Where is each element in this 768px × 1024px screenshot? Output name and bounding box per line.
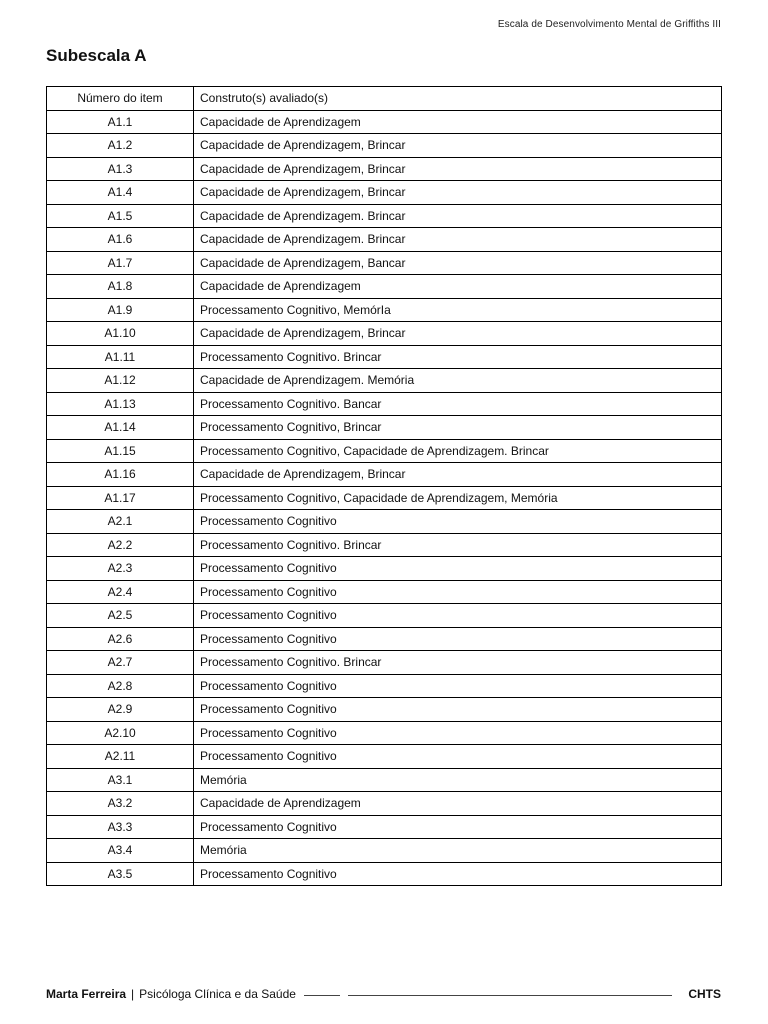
footer-separator: | (131, 987, 135, 1001)
table-row (47, 322, 722, 346)
page-footer (46, 987, 721, 1001)
item-number-cell: A1.1 (47, 110, 194, 134)
item-number-cell: A1.2 (47, 134, 194, 158)
item-number-cell: A2.5 (47, 604, 194, 628)
construct-cell: Capacidade de Aprendizagem. Brincar (194, 228, 722, 252)
table-row (47, 815, 722, 839)
table-row (47, 627, 722, 651)
footer-rule (348, 995, 672, 996)
table-row (47, 533, 722, 557)
table-row (47, 486, 722, 510)
item-number-cell: A2.2 (47, 533, 194, 557)
table-row (47, 439, 722, 463)
running-header: Escala de Desenvolvimento Mental de Griffiths III (497, 19, 721, 30)
table-row (47, 839, 722, 863)
item-number-cell: A2.3 (47, 557, 194, 581)
construct-cell: Processamento Cognitivo (194, 627, 722, 651)
table-row (47, 204, 722, 228)
construct-cell: Processamento Cognitivo. Brincar (194, 533, 722, 557)
construct-cell: Processamento Cognitivo (194, 580, 722, 604)
item-number-cell: A3.4 (47, 839, 194, 863)
table-row (47, 181, 722, 205)
item-number-cell: A2.9 (47, 698, 194, 722)
item-number-cell: A2.7 (47, 651, 194, 675)
construct-cell: Capacidade de Aprendizagem, Brincar (194, 134, 722, 158)
item-number-cell: A1.14 (47, 416, 194, 440)
table-row (47, 580, 722, 604)
table-row (47, 251, 722, 275)
column-header-item-number: Número do item (47, 87, 194, 111)
table-header-row (47, 87, 722, 111)
construct-cell: Processamento Cognitivo (194, 557, 722, 581)
construct-cell: Capacidade de Aprendizagem, Bancar (194, 251, 722, 275)
construct-cell: Processamento Cognitivo (194, 815, 722, 839)
item-number-cell: A3.2 (47, 792, 194, 816)
item-number-cell: A1.16 (47, 463, 194, 487)
table-row (47, 745, 722, 769)
table-row (47, 768, 722, 792)
item-number-cell: A2.8 (47, 674, 194, 698)
construct-cell: Processamento Cognitivo (194, 604, 722, 628)
construct-cell: Processamento Cognitivo, MemórIa (194, 298, 722, 322)
table-row (47, 792, 722, 816)
table-row (47, 698, 722, 722)
table-row (47, 674, 722, 698)
table-row (47, 134, 722, 158)
items-table (46, 86, 722, 886)
construct-cell: Processamento Cognitivo, Capacidade de Aprendizagem. Brincar (194, 439, 722, 463)
item-number-cell: A1.11 (47, 345, 194, 369)
construct-cell: Memória (194, 839, 722, 863)
item-number-cell: A3.1 (47, 768, 194, 792)
item-number-cell: A2.10 (47, 721, 194, 745)
item-number-cell: A1.15 (47, 439, 194, 463)
table-row (47, 557, 722, 581)
construct-cell: Capacidade de Aprendizagem, Brincar (194, 322, 722, 346)
item-number-cell: A1.6 (47, 228, 194, 252)
construct-cell: Processamento Cognitivo, Brincar (194, 416, 722, 440)
construct-cell: Processamento Cognitivo (194, 862, 722, 886)
item-number-cell: A1.17 (47, 486, 194, 510)
construct-cell: Capacidade de Aprendizagem (194, 792, 722, 816)
construct-cell: Processamento Cognitivo. Bancar (194, 392, 722, 416)
item-number-cell: A1.12 (47, 369, 194, 393)
table-row (47, 721, 722, 745)
table-row (47, 369, 722, 393)
table-row (47, 110, 722, 134)
construct-cell: Capacidade de Aprendizagem (194, 110, 722, 134)
footer-author: Marta Ferreira (46, 987, 127, 1001)
item-number-cell: A1.3 (47, 157, 194, 181)
table-row (47, 604, 722, 628)
construct-cell: Processamento Cognitivo (194, 510, 722, 534)
item-number-cell: A3.5 (47, 862, 194, 886)
table-row (47, 157, 722, 181)
table-row (47, 345, 722, 369)
table-row (47, 228, 722, 252)
construct-cell: Capacidade de Aprendizagem. Brincar (194, 204, 722, 228)
construct-cell: Processamento Cognitivo, Capacidade de Aprendizagem, Memória (194, 486, 722, 510)
section-title: Subescala A (46, 46, 147, 65)
item-number-cell: A2.6 (47, 627, 194, 651)
construct-cell: Memória (194, 768, 722, 792)
item-number-cell: A1.5 (47, 204, 194, 228)
construct-cell: Capacidade de Aprendizagem, Brincar (194, 157, 722, 181)
item-number-cell: A2.1 (47, 510, 194, 534)
item-number-cell: A2.11 (47, 745, 194, 769)
construct-cell: Processamento Cognitivo (194, 745, 722, 769)
item-number-cell: A3.3 (47, 815, 194, 839)
table-row (47, 275, 722, 299)
footer-role: Psicóloga Clínica e da Saúde (139, 987, 296, 1001)
construct-cell: Processamento Cognitivo. Brincar (194, 345, 722, 369)
construct-cell: Processamento Cognitivo (194, 674, 722, 698)
table-row (47, 510, 722, 534)
item-number-cell: A1.7 (47, 251, 194, 275)
footer-short-rule (304, 995, 340, 996)
item-number-cell: A2.4 (47, 580, 194, 604)
table-row (47, 862, 722, 886)
construct-cell: Capacidade de Aprendizagem, Brincar (194, 463, 722, 487)
footer-org: CHTS (688, 987, 721, 1001)
table-row (47, 463, 722, 487)
item-number-cell: A1.13 (47, 392, 194, 416)
table-row (47, 298, 722, 322)
table-row (47, 416, 722, 440)
construct-cell: Processamento Cognitivo. Brincar (194, 651, 722, 675)
construct-cell: Processamento Cognitivo (194, 721, 722, 745)
table-row (47, 392, 722, 416)
item-number-cell: A1.4 (47, 181, 194, 205)
item-number-cell: A1.10 (47, 322, 194, 346)
construct-cell: Capacidade de Aprendizagem. Memória (194, 369, 722, 393)
column-header-constructs: Construto(s) avaliado(s) (194, 87, 722, 111)
item-number-cell: A1.8 (47, 275, 194, 299)
construct-cell: Capacidade de Aprendizagem, Brincar (194, 181, 722, 205)
construct-cell: Processamento Cognitivo (194, 698, 722, 722)
construct-cell: Capacidade de Aprendizagem (194, 275, 722, 299)
table-body (47, 110, 722, 886)
table-row (47, 651, 722, 675)
item-number-cell: A1.9 (47, 298, 194, 322)
